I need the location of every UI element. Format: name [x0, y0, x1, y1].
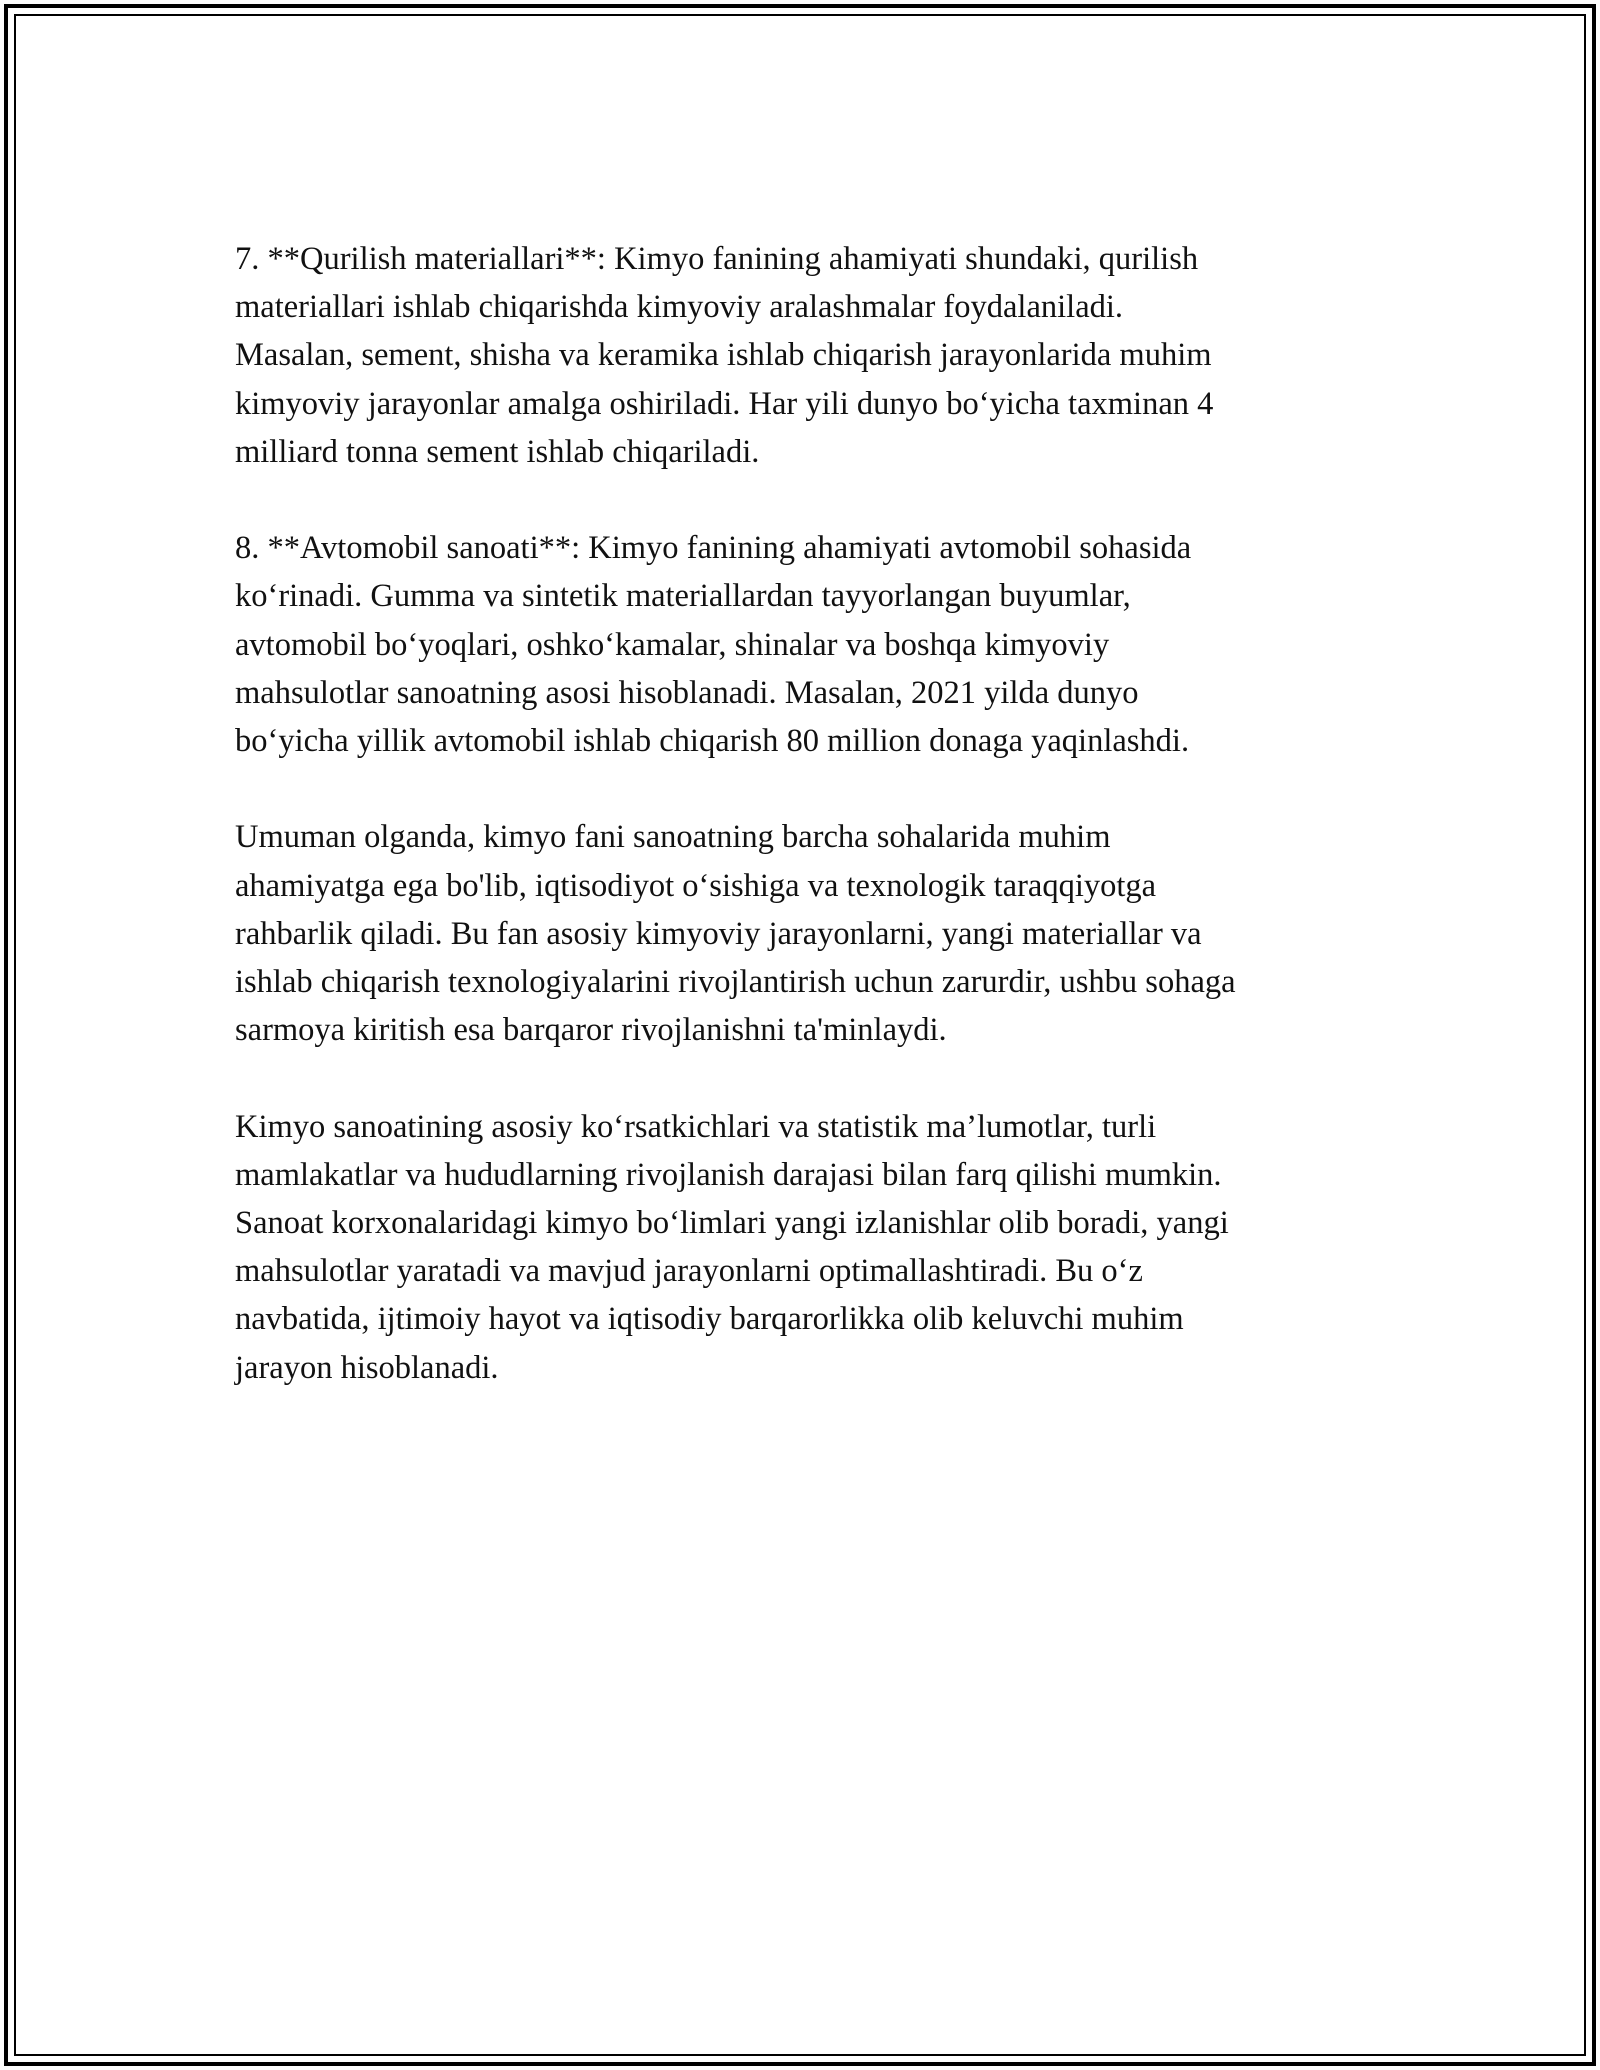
text-line: avtomobil bo‘yoqlari, oshko‘kamalar, shinalar va boshqa kimyoviy: [235, 626, 1110, 663]
text-line: Kimyo sanoatining asosiy ko‘rsatkichlari va statistik ma’lumotlar, turli: [235, 1108, 1157, 1145]
text-line: ishlab chiqarish texnologiyalarini rivojlantirish uchun zarurdir, ushbu sohaga: [235, 964, 1236, 1001]
text-line: materiallari ishlab chiqarishda kimyoviy aralashmalar foydalaniladi.: [235, 289, 1124, 326]
text-line: Sanoat korxonalaridagi kimyo bo‘limlari yangi izlanishlar olib boradi, yangi: [235, 1205, 1229, 1242]
text-line: mahsulotlar sanoatning asosi hisoblanadi. Masalan, 2021 yilda dunyo: [235, 674, 1139, 711]
text-line: navbatida, ijtimoiy hayot va iqtisodiy barqarorlikka olib keluvchi muhim: [235, 1301, 1184, 1338]
text-line: bo‘yicha yillik avtomobil ishlab chiqarish 80 million donaga yaqinlashdi.: [235, 723, 1190, 760]
text-line: ahamiyatga ega bo'lib, iqtisodiyot o‘sishiga va texnologik taraqqiyotga: [235, 867, 1157, 904]
paragraph-automotive-industry: [235, 524, 1375, 765]
text-line: kimyoviy jarayonlar amalga oshiriladi. Har yili dunyo bo‘yicha taxminan 4: [235, 385, 1214, 422]
text-line: mamlakatlar va hududlarning rivojlanish darajasi bilan farq qilishi mumkin.: [235, 1156, 1222, 1193]
paragraph-summary: [235, 813, 1375, 1054]
text-line: rahbarlik qiladi. Bu fan asosiy kimyoviy jarayonlarni, yangi materiallar va: [235, 915, 1202, 952]
text-line: 7. **Qurilish materiallari**: Kimyo fanining ahamiyati shundaki, qurilish: [235, 241, 1199, 277]
text-line: ko‘rinadi. Gumma va sintetik materiallardan tayyorlangan buyumlar,: [235, 578, 1131, 615]
text-line: jarayon hisoblanadi.: [235, 1349, 499, 1386]
text-line: 8. **Avtomobil sanoati**: Kimyo fanining ahamiyati avtomobil sohasida: [235, 530, 1192, 567]
text-line: milliard tonna sement ishlab chiqariladi.: [235, 433, 760, 470]
text-line: mahsulotlar yaratadi va mavjud jarayonlarni optimallashtiradi. Bu o‘z: [235, 1253, 1143, 1290]
text-line: Umuman olganda, kimyo fani sanoatning barcha sohalarida muhim: [235, 819, 1111, 856]
paragraph-industry-indicators: [235, 1103, 1375, 1392]
paragraph-construction-materials: [235, 235, 1375, 476]
text-line: Masalan, sement, shisha va keramika ishlab chiqarish jarayonlarida muhim: [235, 337, 1212, 374]
text-line: sarmoya kiritish esa barqaror rivojlanishni ta'minlaydi.: [235, 1012, 947, 1049]
document-body: [235, 235, 1375, 1440]
